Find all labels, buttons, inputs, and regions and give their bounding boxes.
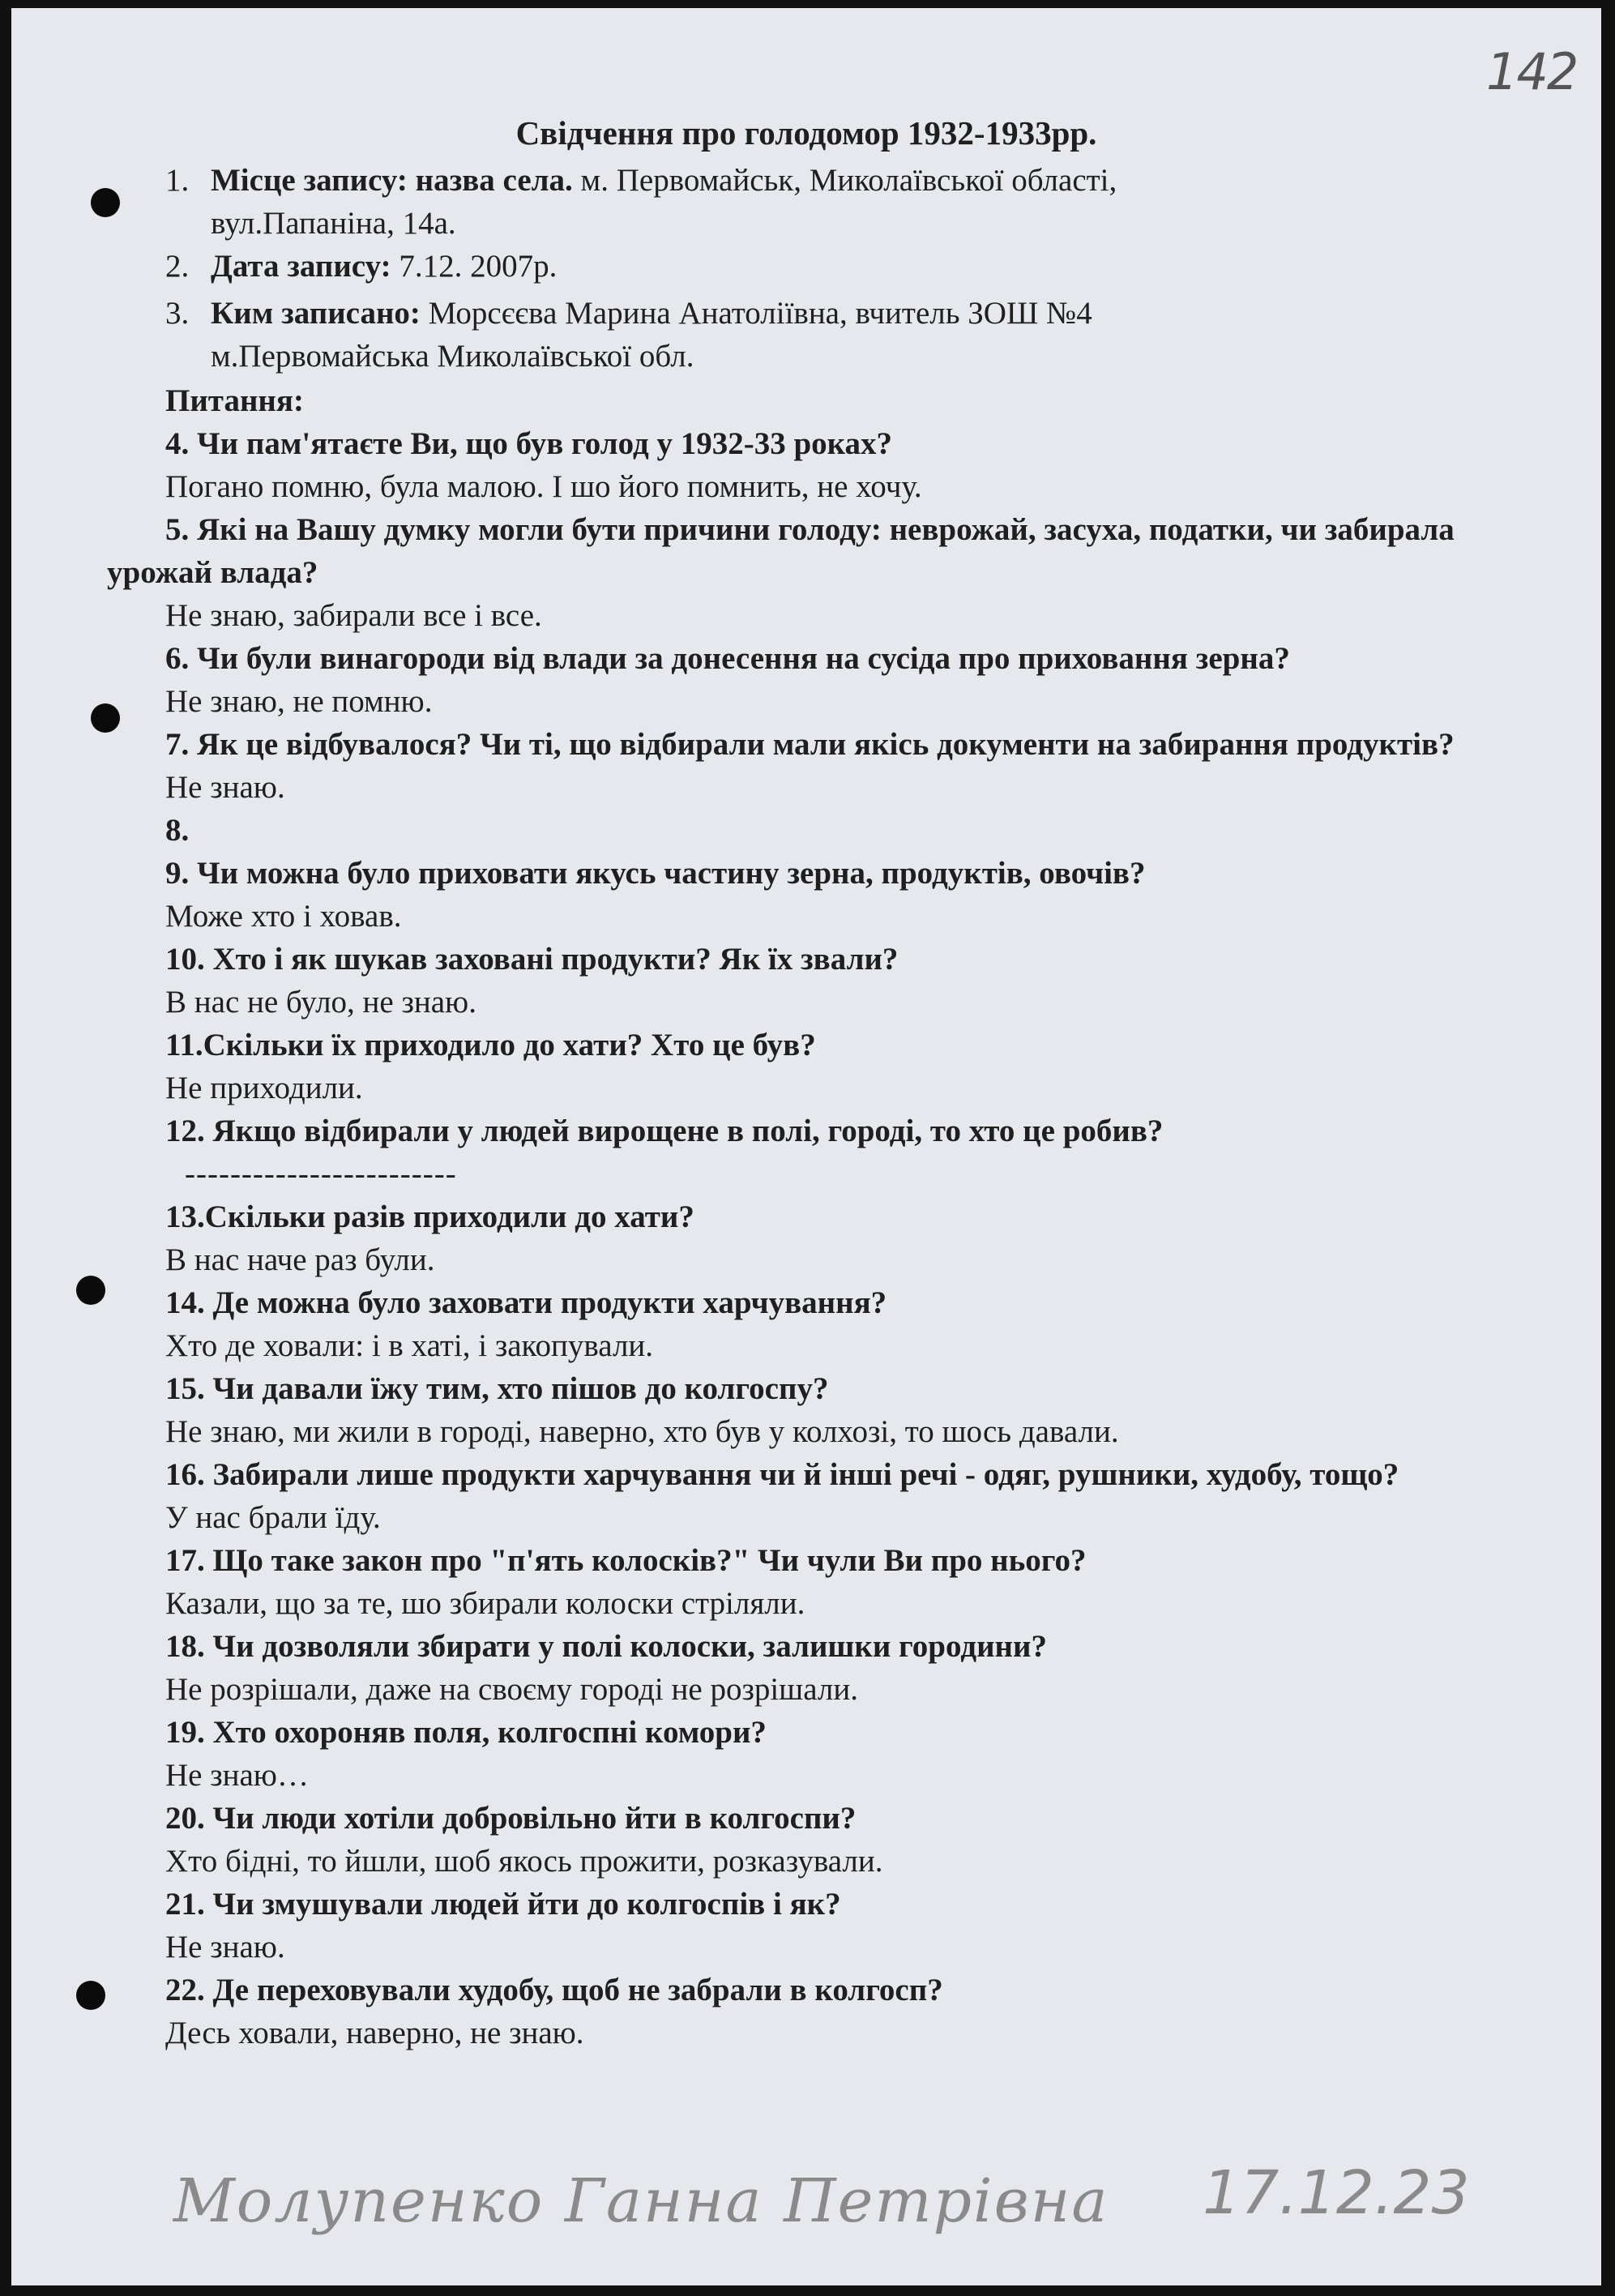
answer: Хто бідні, то йшли, шоб якось прожити, розказували. xyxy=(165,1844,883,1879)
question: 7. Як це відбувалося? Чи ті, що відбирали мали якісь документи на забирання продуктів? xyxy=(165,727,1455,762)
paper-sheet xyxy=(11,8,1601,2285)
meta-value: Морсєєва Марина Анатоліївна, вчитель ЗОШ №4 xyxy=(420,296,1092,331)
meta-num: 1. xyxy=(165,163,190,198)
document-title: Свідчення про голодомор 1932-1933рр. xyxy=(515,114,1097,152)
document-body xyxy=(11,8,1601,2285)
meta-label: Дата запису: xyxy=(211,249,391,284)
handwritten-signature: Молупенко Ганна Петрівна xyxy=(173,2166,1109,2236)
answer: Не приходили. xyxy=(165,1071,363,1105)
answer: Погано помню, була малою. І шо його помнить, не хочу. xyxy=(165,469,922,504)
meta-label: Ким записано: xyxy=(211,296,421,331)
question: 5. Які на Вашу думку могли бути причини голоду: неврожай, засуха, податки, чи забирала урожай влада? xyxy=(107,512,1455,590)
answer: Хто де ховали: і в хаті, і закопували. xyxy=(165,1328,654,1363)
question: 11.Скільки їх приходило до хати? Хто це був? xyxy=(165,1028,816,1062)
question: 13.Скільки разів приходили до хати? xyxy=(165,1199,694,1234)
qa-list xyxy=(107,379,1501,2054)
answer: Не знаю… xyxy=(165,1758,309,1793)
meta-item xyxy=(165,245,1429,288)
question: 8. xyxy=(165,813,190,848)
question: 22. Де переховували худобу, щоб не забрали в колгосп? xyxy=(165,1973,943,2007)
answer: Не знаю, не помню. xyxy=(165,684,433,719)
answer: Не знаю. xyxy=(165,770,285,805)
meta-value: м. Первомайськ, Миколаївської області, xyxy=(572,163,1117,198)
question: 20. Чи люди хотіли добровільно йти в колгоспи? xyxy=(165,1801,857,1836)
answer: Не розрішали, даже на своєму городі не розрішали. xyxy=(165,1672,858,1707)
question: 10. Хто і як шукав заховані продукти? Як їх звали? xyxy=(165,942,899,977)
meta-item xyxy=(165,159,1429,245)
question: 14. Де можна було заховати продукти харчування? xyxy=(165,1285,887,1320)
answer: Не знаю. xyxy=(165,1930,285,1965)
meta-num: 3. xyxy=(165,296,190,331)
question: 19. Хто охороняв поля, колгоспні комори? xyxy=(165,1715,767,1750)
questions-header: Питання: xyxy=(165,383,304,418)
answer: У нас брали їду. xyxy=(165,1500,381,1535)
meta-item xyxy=(165,292,1429,378)
answer: Не знаю, забирали все і все. xyxy=(165,598,542,633)
question: 4. Чи пам'ятаєте Ви, що був голод у 1932-33 роках? xyxy=(165,426,893,461)
handwritten-date: 17.12.23 xyxy=(1203,2158,1470,2228)
page-number: 142 xyxy=(1486,42,1578,101)
answer: Не знаю, ми жили в городі, наверно, хто був у колхозі, то шось давали. xyxy=(165,1414,1119,1449)
question: 6. Чи були винагороди від влади за донесення на сусіда про приховання зерна? xyxy=(165,641,1290,676)
question: 17. Що таке закон про "п'ять колосків?" Чи чули Ви про нього? xyxy=(165,1543,1087,1578)
meta-label: Місце запису: назва села. xyxy=(211,163,573,198)
answer: Десь ховали, наверно, не знаю. xyxy=(165,2016,584,2050)
question: 12. Якщо відбирали у людей вирощене в полі, городі, то хто це робив? xyxy=(165,1114,1164,1148)
answer: В нас наче раз були. xyxy=(165,1242,435,1277)
answer: Може хто і ховав. xyxy=(165,899,402,934)
answer: Казали, що за те, шо збирали колоски стріляли. xyxy=(165,1586,805,1621)
meta-cont: м.Первомайська Миколаївської обл. xyxy=(211,339,694,374)
meta-value: 7.12. 2007р. xyxy=(391,249,558,284)
meta-num: 2. xyxy=(165,249,190,284)
question: 21. Чи змушували людей йти до колгоспів і як? xyxy=(165,1887,841,1922)
question: 16. Забирали лише продукти харчування чи й інші речі - одяг, рушники, худобу, тощо? xyxy=(165,1457,1399,1492)
meta-cont: вул.Папаніна, 14а. xyxy=(211,206,456,241)
answer: ------------------------ xyxy=(185,1157,457,1191)
question: 9. Чи можна було приховати якусь частину зерна, продуктів, овочів? xyxy=(165,856,1146,891)
answer: В нас не було, не знаю. xyxy=(165,985,476,1020)
question: 18. Чи дозволяли збирати у полі колоски, залишки городини? xyxy=(165,1629,1047,1664)
question: 15. Чи давали їжу тим, хто пішов до колгоспу? xyxy=(165,1371,829,1406)
